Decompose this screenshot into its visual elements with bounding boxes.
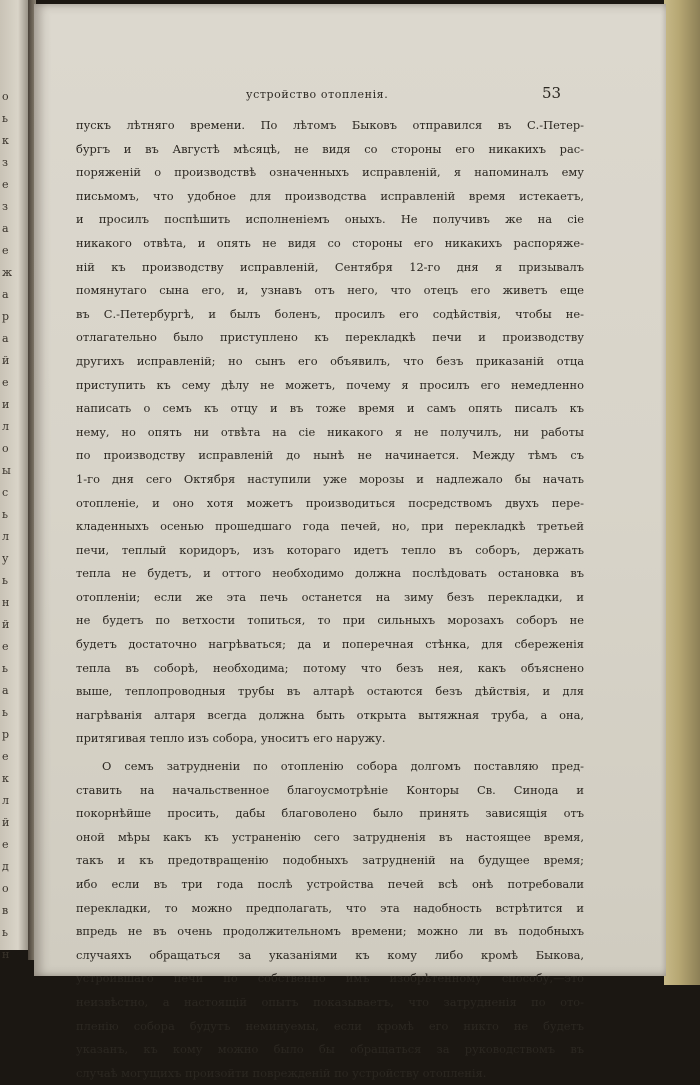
page-number: 53 (542, 84, 562, 102)
facing-page-fragment: й (2, 816, 10, 829)
facing-page-fragment: а (2, 332, 9, 345)
facing-page-fragment: ь (2, 662, 8, 675)
facing-page-fragment: е (2, 838, 9, 851)
text-line: впредь не въ очень продолжительномъ времени; можно ли въ подобныхъ (76, 924, 584, 939)
text-line: неизвѣстно, а настоящій опытъ показываетъ, что затрудненія по ото- (76, 994, 584, 1009)
facing-page-fragment: й (2, 354, 10, 367)
text-line: перекладки, то можно предполагать, что эта надобность встрѣтится и (76, 900, 584, 915)
text-line: по производству исправленій до нынѣ не начинается. Между тѣмъ съ (76, 448, 584, 463)
facing-page-fragment: и (2, 398, 10, 411)
facing-page-fragment: ь (2, 706, 8, 719)
text-line: поряженій о производствѣ означенныхъ исправленій, я напоминалъ ему (76, 165, 584, 180)
facing-page-fragment: л (2, 794, 9, 807)
facing-page-fragment: н (2, 596, 10, 609)
page-header (34, 84, 666, 108)
facing-page-edge (0, 0, 30, 961)
facing-page-fragment: й (2, 618, 10, 631)
facing-page-fragment: ж (2, 266, 13, 279)
text-line: ставить на начальственное благоусмотрѣніе Конторы Св. Синода и (76, 782, 584, 797)
facing-page-fragment: с (2, 486, 9, 499)
facing-page-fragment: к (2, 772, 9, 785)
facing-page-fragment: з (2, 200, 8, 213)
facing-page-fragment: е (2, 376, 9, 389)
text-line: нагрѣванія алтаря всегда должна быть открыта вытяжная труба, а она, (76, 707, 584, 722)
facing-page-fragment: л (2, 420, 9, 433)
facing-page-fragment: е (2, 244, 9, 257)
facing-page-fragment: о (2, 90, 9, 103)
text-line: и просилъ поспѣшить исполненіемъ оныхъ. Не получивъ же на сіе (76, 212, 584, 227)
facing-page-fragment: а (2, 684, 9, 697)
book-page (34, 4, 666, 1080)
facing-page-fragment: о (2, 882, 9, 895)
text-line: нему, но опять ни отвѣта на сіе никакого я не получилъ, ни работы (76, 424, 584, 439)
text-line: другихъ исправленій; но сынъ его объявилъ, что безъ приказаній отца (76, 353, 584, 368)
facing-page-fragment: а (2, 288, 9, 301)
text-line: въ С.-Петербургѣ, и былъ боленъ, просилъ его содѣйствія, чтобы не- (76, 306, 584, 321)
facing-page-fragment: н (2, 948, 10, 961)
facing-page-fragment: е (2, 178, 9, 191)
facing-page-fragment: ь (2, 926, 8, 939)
text-line: О семъ затрудненіи по отопленію собора долгомъ поставляю пред- (102, 759, 584, 774)
facing-page-fragment: к (2, 134, 9, 147)
text-line: ибо если въ три года послѣ устройства печей всѣ онѣ потребовали (76, 877, 584, 891)
facing-page-fragment: р (2, 310, 10, 323)
running-head: устройство отопленія. (246, 88, 389, 101)
text-line: приступить къ сему дѣлу не можетъ, почему я просилъ его немедленно (76, 377, 584, 392)
facing-page-fragment: з (2, 156, 8, 169)
text-line: притягивая тепло изъ собора, уноситъ его наружу. (76, 731, 386, 746)
text-line: тепла въ соборѣ, необходима; потому что безъ нея, какъ объяснено (76, 660, 584, 675)
facing-page-fragment: ь (2, 112, 8, 125)
text-line: тепла не будетъ, и оттого необходимо должна послѣдовать остановка въ (76, 566, 584, 581)
text-line: помянутаго сына его, и, узнавъ отъ него, что отецъ его живетъ еще (76, 283, 584, 298)
text-line: не будетъ по ветхости топиться, то при сильныхъ морозахъ соборъ не (76, 613, 584, 628)
text-line: кладенныхъ осенью прошедшаго года печей, но, при перекладкѣ третьей (76, 519, 584, 534)
text-line: такъ и къ предотвращенію подобныхъ затрудненій на будущее время; (76, 853, 584, 868)
facing-page-fragment: е (2, 750, 9, 763)
text-line: ній къ производству исправленій, Сентября 12-го дня я призывалъ (76, 259, 584, 274)
text-line: отопленіи; если же эта печь останется на зиму безъ перекладки, и (76, 589, 584, 604)
facing-page-fragment: л (2, 530, 9, 543)
facing-page-fragment: ы (2, 464, 11, 477)
facing-page-fragment: а (2, 222, 9, 235)
text-line: печи, теплый коридоръ, изъ котораго идетъ тепло въ соборъ, держать (76, 542, 584, 557)
text-line: оной мѣры какъ къ устраненію сего затрудненія въ настоящее время, (76, 829, 584, 844)
text-line: случаяхъ обращаться за указаніями къ кому либо кромѣ Быкова, (76, 947, 584, 962)
text-line: случаѣ могущихъ произойти поврежденій по устройству отопленія. (76, 1065, 487, 1080)
facing-page-fragment: р (2, 728, 10, 741)
text-line: никакого отвѣта, и опять не видя со стороны его никакихъ распоряже- (76, 235, 584, 250)
text-line: пускъ лѣтняго времени. По лѣтомъ Быковъ отправился въ С.-Петер- (76, 118, 584, 132)
text-line: покорнѣйше просить, дабы благоволено было принять зависящія отъ (76, 806, 584, 821)
facing-page-fragment: у (2, 552, 9, 565)
text-line: указанъ, къ кому можно было бы обращаться за руководствомъ въ (76, 1042, 584, 1057)
text-line: бургъ и въ Августѣ мѣсяцѣ, не видя со стороны его никакихъ рас- (76, 141, 584, 156)
facing-page-fragment: д (2, 860, 9, 873)
facing-page-fragment: в (2, 904, 9, 917)
facing-page-fragment: е (2, 640, 9, 653)
text-line: 1-го дня сего Октября наступили уже морозы и надлежало бы начать (76, 471, 584, 486)
text-line: выше, теплопроводныя трубы въ алтарѣ остаются безъ дѣйствія, и для (76, 684, 584, 699)
text-line: устроившаго печи по собственно имъ изобрѣтенному способу,—это (76, 971, 584, 986)
text-line: написать о семъ къ отцу и въ тоже время и самъ опять писалъ къ (76, 401, 584, 416)
page-stack-edge (664, 0, 700, 985)
text-line: будетъ достаточно нагрѣваться; да и поперечная стѣнка, для сбереженія (76, 637, 584, 652)
facing-page-fragment: ь (2, 508, 8, 521)
text-line: отопленіе, и оно хотя можетъ производиться посредствомъ двухъ пере- (76, 495, 584, 510)
facing-page-fragment: о (2, 442, 9, 455)
body-text (76, 114, 584, 1085)
facing-page-fragment: ь (2, 574, 8, 587)
text-line: отлагательно было приступлено къ перекладкѣ печи и производству (76, 330, 584, 345)
text-line: пленію собора будутъ неминуемы, если кромѣ его никто не будетъ (76, 1018, 584, 1033)
text-line: письмомъ, что удобное для производства исправленій время истекаетъ, (76, 188, 584, 203)
